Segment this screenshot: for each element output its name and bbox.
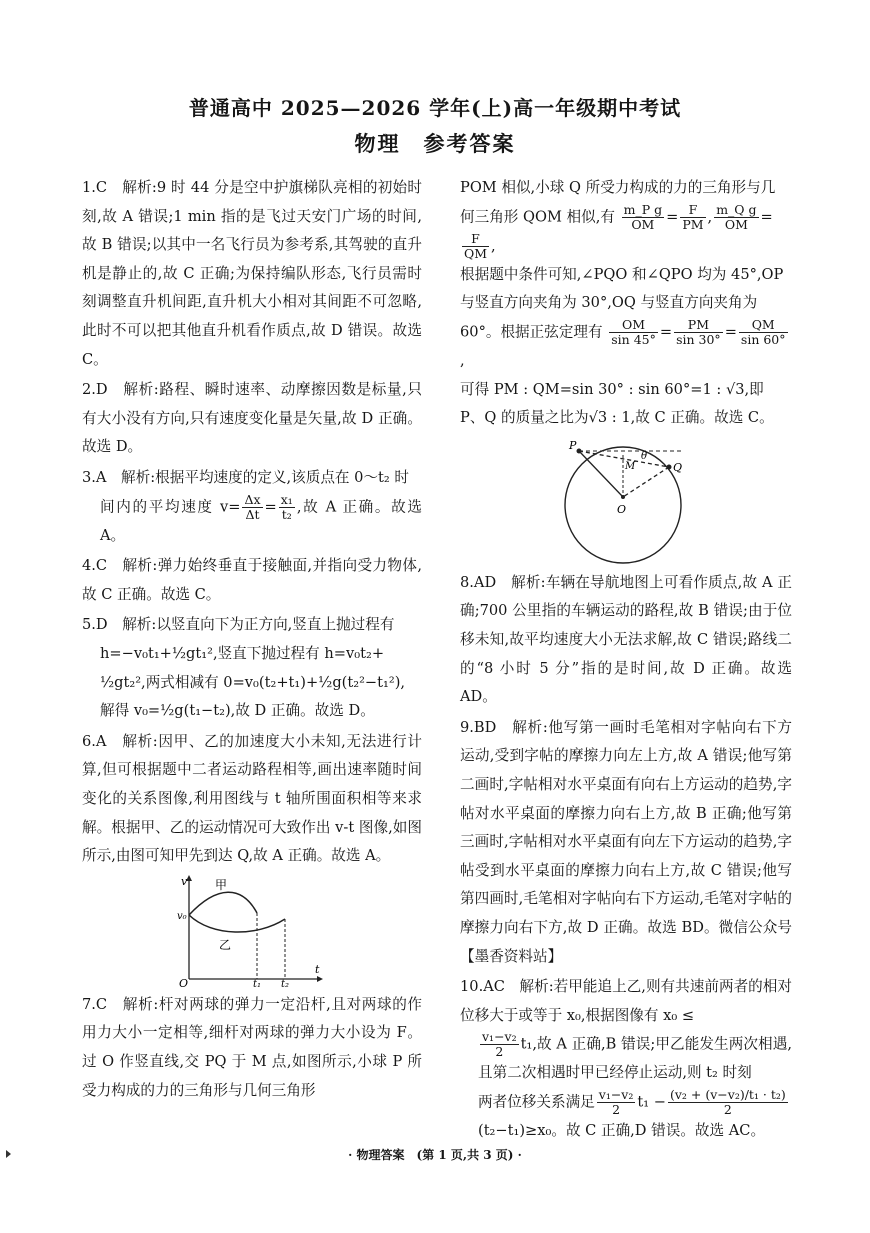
left-column (82, 174, 422, 1107)
fraction: $\frac{QM}{\sin 60^\circ}$ (740, 316, 786, 347)
axis-v-label: v (181, 874, 188, 888)
curve-jia (189, 892, 257, 915)
fraction: $\frac{\Delta x}{\Delta t}$ (244, 491, 261, 522)
page-title: 普通高中 2025—2026 学年(上)高一年级期中考试 (188, 96, 682, 120)
fraction: $\frac{PM}{\sin 30^\circ}$ (676, 316, 721, 347)
answer-item-6: 6.A 解析:因甲、乙的加速度大小未知,无法进行计算,但可根据题中二者运动路程相等,画出速率随时间变化的关系图像,利用图线与 t 轴所围面积相等来求解。根据甲、乙的运动情况可大致作出 v-t 图像,如图所示,由图可知甲先到达 Q,故 A 正确。故选 A。 (82, 732, 422, 865)
answer-item-8: 8.AD 解析:车辆在导航地图上可看作质点,故 A 正确;700 公里指的车辆运动的路程,故 B 错误;由于位移未知,故平均速度大小无法求解,故 C 错误;路线二的“8 小时 5 分”指的是时间,故 D 正确。故选 AD。 (460, 573, 792, 706)
fraction: $\frac{F}{PM}$ (682, 201, 704, 232)
right-column: POM 相似,小球 Q 所受力构成的力的三角形与几 何三角形 QOM 相似,有 $\frac{\text{m\_P g}}{OM}$ = $\frac{F}{PM}$ , $\frac{\text{m\_Q g}}{OM}$ = $\frac{F}{QM}$ , 根据题中条件可知,∠PQO 和∠QPO 均为 45°,OP 与竖直方向夹角为 30°,OQ 与竖直方向夹角为 60°。根据正弦定理有 $\frac{OM}{\sin 45^\circ}$ = $\frac{PM}{\sin 30^\circ}$ = $\frac{QM}{\sin 60^\circ}$ , 可得 PM : QM=sin 30° : sin 60°=1 : √3,即 P、Q 的质量之比为√3 : 1,故 C 正确。故选 C。 P Q M O θ 8.AD 解析:车辆在导航地图上可看作质点,故 A 正确;700 公里指的车辆运动的路程,故 B 错误;由于位移未知,故平均速度大小无法求解,故 C 错误;路线二的“8 小时 5 分”指的是时间,故 D 正确。故选 AD。 9.BD 解析:他写第一画时毛笔相对字帖向右下方运动,受到字帖的摩擦力向左上方,故 A 错误;他写第二画时,字帖相对水平桌面有向右上方运动的趋势,字帖对水平桌面的摩擦力向右上方,故 B 正确;他写第三画时,字帖相对水平桌面有向左下方运动的趋势,字帖受到水平桌面的摩擦力向右上方,故 C 错误;他写第四画时,毛笔相对字帖向右下方运动,毛笔对字帖的摩擦力向右下方,故 D 正确。故选 BD。微信公众号【墨香资料站】 10.AC 解析:若甲能追上乙,则有共速前两者的相对位移大于或等于 x₀,根据图像有 x₀ ≤ $\frac{\text{v₁−v₂}}{2}$ t₁,故 A 正确,B 错误;甲乙能发生两次相遇,且第二次相遇时甲已经停止运动,则 t₂ 时刻 两者位移关系满足 $\frac{\text{v₁−v₂}}{2}$ t₁ − $\frac{\text{(v₂ + (v−v₂)/t₁ · t₂)}}{2}$ (t₂−t₁)≥x₀。故 C 正确,D 错误。故选 AC。 (460, 174, 792, 1148)
fraction: $\frac{\text{v₁−v₂}}{2}$ (482, 1029, 517, 1060)
vt-graph-figure (177, 875, 327, 987)
answer-item-7: 7.C 解析:杆对两球的弹力一定沿杆,且对两球的作用力大小一定相等,细杆对两球的弹力大小设为 F。过 O 作竖直线,交 PQ 于 M 点,如图所示,小球 P 所受力构成的力的三角形与几何三角形 (82, 995, 422, 1099)
jia-label: 甲 (215, 877, 228, 892)
fraction: $\frac{F}{QM}$ (464, 230, 488, 261)
answer-item-3: 3.A 解析:根据平均速度的定义,该质点在 0～t₂ 时 间内的平均速度 v= $\frac{\Delta x}{\Delta t}$ = $\frac{\text{x₁}}{\text{t₂}}$ ,故 A 正确。故选 A。 (82, 468, 422, 544)
point-p-label: P (569, 438, 577, 452)
answer-item-5: 5.D 解析:以竖直向下为正方向,竖直上抛过程有 h=−v₀t₁+½gt₁²,竖直下抛过程有 h=v₀t₂+ ½gt₂²,两式相减有 0=v₀(t₂+t₁)+½g(t₂²−t₁²), 解得 v₀=½g(t₁−t₂),故 D 正确。故选 D。 (82, 616, 406, 720)
answer-item-9: 9.BD 解析:他写第一画时毛笔相对字帖向右下方运动,受到字帖的摩擦力向左上方,故 A 错误;他写第二画时,字帖相对水平桌面有向右上方运动的趋势,字帖对水平桌面的摩擦力向右上方,故 B 正确;他写第三画时,字帖相对水平桌面有向左下方运动的趋势,字帖受到水平桌面的摩擦力向右上方,故 C 错误;他写第四画时,毛笔相对字帖向右下方运动,毛笔对字帖的摩擦力向右下方,故 D 正确。故选 BD。微信公众号【墨香资料站】 (460, 718, 792, 965)
fraction: $\frac{\text{m\_Q g}}{OM}$ (716, 201, 757, 232)
t2-label: t₂ (281, 978, 290, 987)
fraction: $\frac{OM}{\sin 45^\circ}$ (611, 316, 656, 347)
answer-item-10: 10.AC 解析:若甲能追上乙,则有共速前两者的相对位移大于或等于 x₀,根据图像有 x₀ ≤ $\frac{\text{v₁−v₂}}{2}$ t₁,故 A 正确,B 错误;甲乙能发生两次相遇,且第二次相遇时甲已经停止运动,则 t₂ 时刻 两者位移关系满足 $\frac{\text{v₁−v₂}}{2}$ t₁ − $\frac{\text{(v₂ + (v−v₂)/t₁ · t₂)}}{2}$ (t₂−t₁)≥x₀。故 C 正确,D 错误。故选 AC。 (460, 978, 792, 1140)
yi-label: 乙 (219, 937, 232, 952)
fraction: $\frac{\text{v₁−v₂}}{2}$ (598, 1087, 634, 1118)
fraction: $\frac{\text{m\_P g}}{OM}$ (623, 201, 663, 232)
page-subtitle: 物理 参考答案 (354, 131, 516, 156)
answer-item-2: 2.D 解析:路程、瞬时速率、动摩擦因数是标量,只有大小没有方向,只有速度变化量是矢量,故 D 正确。故选 D。 (82, 381, 422, 456)
axis-t-label: t (315, 962, 320, 976)
theta-label: θ (641, 450, 648, 462)
curve-yi (189, 915, 285, 932)
fraction: $\frac{\text{(v₂ + (v−v₂)/t₁ · t₂)}}{2}$ (669, 1087, 786, 1118)
point-o-label: O (617, 502, 627, 516)
answer-item-1: 1.C 解析:9 时 44 分是空中护旗梯队亮相的初始时刻,故 A 错误;1 min 指的是飞过天安门广场的时间,故 B 错误;以其中一名飞行员为参考系,其驾驶的直升机是静止的,故 C 正确;为保持编队形态,飞行员需时刻调整直升机间距,直升机大小相对其间距不可忽略,此时不可以把其他直升机看作质点,故 D 错误。故选 C。 (82, 179, 422, 368)
answer-item-4: 4.C 解析:弹力始终垂直于接触面,并指向受力物体,故 C 正确。故选 C。 (82, 557, 422, 603)
point-q-label: Q (673, 460, 683, 474)
page-corner-mark (6, 1150, 11, 1158)
origin-label: O (179, 976, 189, 987)
circle-figure (551, 437, 701, 565)
t1-label: t₁ (253, 978, 262, 987)
v0-label: v₀ (177, 910, 187, 922)
point-m-label: M (625, 460, 636, 472)
fraction: $\frac{\text{x₁}}{\text{t₂}}$ (280, 491, 293, 522)
page-footer: · 物理答案 (第 1 页,共 3 页) · (348, 1148, 522, 1162)
